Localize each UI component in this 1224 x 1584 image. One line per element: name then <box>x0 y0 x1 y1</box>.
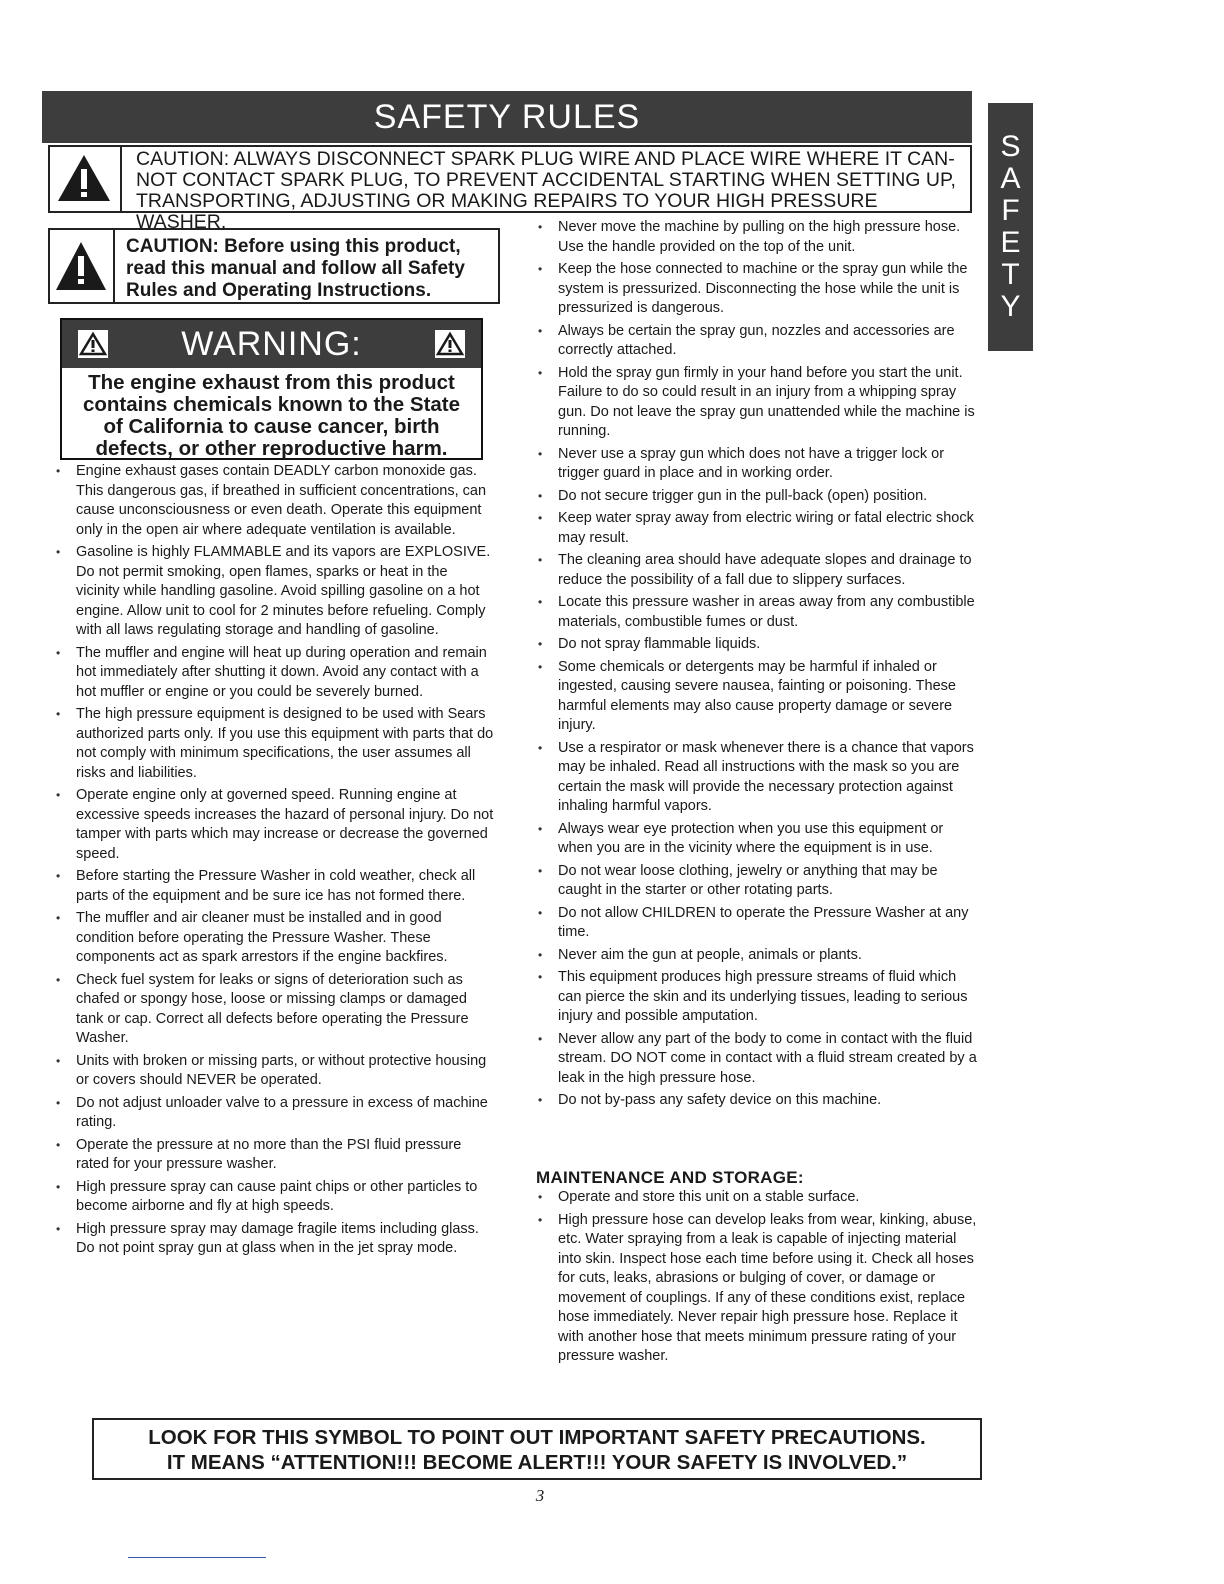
list-item: • Always be certain the spray gun, nozzles and accessories are correctly attached. <box>534 322 980 361</box>
caution-line: read this manual and follow all Safety <box>126 258 465 279</box>
side-tab-letter: F <box>1001 194 1020 227</box>
maintenance-heading: MAINTENANCE AND STORAGE: <box>536 1168 804 1187</box>
list-item: • Keep water spray away from electric wiring or fatal electric shock may result. <box>534 509 980 548</box>
side-tab-letter: Y <box>1000 290 1021 323</box>
warning-line: defects, or other reproductive harm. <box>95 437 448 460</box>
caution-line: TRANSPORTING, ADJUSTING OR MAKING REPAIRS TO YOUR HIGH PRESSURE WASHER. <box>136 190 878 233</box>
caution-spark-plug-box <box>48 145 972 233</box>
warning-triangle-icon <box>50 147 118 209</box>
banner-title: SAFETY RULES <box>373 98 641 136</box>
list-item: • Do not wear loose clothing, jewelry or anything that may be caught in the starter or other rotating parts. <box>534 862 980 901</box>
california-warning-box <box>60 318 483 460</box>
list-item: • Units with broken or missing parts, or without protective housing or covers should NEVER be operated. <box>52 1052 494 1091</box>
notice-line: LOOK FOR THIS SYMBOL TO POINT OUT IMPORTANT SAFETY PRECAUTIONS. <box>148 1426 926 1449</box>
divider <box>128 1557 266 1558</box>
warning-header <box>62 320 481 368</box>
list-item: • Never allow any part of the body to come in contact with the fluid stream. DO NOT come in contact with a fluid stream created by a leak in the high pressure hose. <box>534 1030 980 1089</box>
list-item: • High pressure spray can cause paint chips or other particles to become airborne and fly at high speeds. <box>52 1178 494 1217</box>
list-item: • Gasoline is highly FLAMMABLE and its vapors are EXPLOSIVE. Do not permit smoking, open flames, sparks or heat in the vicinity while handling gasoline. Avoid spilling gasoline on a hot engine. Allow unit to cool for 2 minutes before refueling. Comply with all laws regulating storage and handling of gasoline. <box>52 543 494 641</box>
caution-icon-box <box>50 147 122 211</box>
caution-line: CAUTION: ALWAYS DISCONNECT SPARK PLUG WIRE AND PLACE WIRE WHERE IT CAN- <box>136 148 955 170</box>
list-item: • Locate this pressure washer in areas away from any combustible materials, combustible fumes or dust. <box>534 593 980 632</box>
list-item: • Do not spray flammable liquids. <box>534 635 980 655</box>
list-item: • Never move the machine by pulling on the high pressure hose. Use the handle provided on the top of the unit. <box>534 218 980 257</box>
caution-read-manual-text <box>126 236 490 302</box>
list-item: • Operate the pressure at no more than the PSI fluid pressure rated for your pressure washer. <box>52 1136 494 1175</box>
list-item: • This equipment produces high pressure streams of fluid which can pierce the skin and its underlying tissues, leading to serious injury and possible amputation. <box>534 968 980 1027</box>
list-item: • The muffler and engine will heat up during operation and remain hot immediately after shutting it down. Avoid any contact with a hot muffler or engine or you could be severely burned. <box>52 644 494 703</box>
list-item: • Operate and store this unit on a stable surface. <box>534 1188 980 1208</box>
list-item: • The muffler and air cleaner must be installed and in good condition before operating the Pressure Washer. These components act as spark arrestors if the engine backfires. <box>52 909 494 968</box>
list-item: • Operate engine only at governed speed. Running engine at excessive speeds increases the hazard of personal injury. Do not tamper with parts which may increase or decrease the governed speed. <box>52 786 494 864</box>
maintenance-list <box>534 1188 980 1370</box>
list-item: • Use a respirator or mask whenever there is a chance that vapors may be inhaled. Read all instructions with the mask so you are certain the mask will provide the necessary protection against inhaling harmful vapors. <box>534 739 980 817</box>
caution-read-manual-box <box>48 228 500 304</box>
list-item: • Always wear eye protection when you use this equipment or when you are in the vicinity where the equipment is in use. <box>534 820 980 859</box>
list-item: • High pressure spray may damage fragile items including glass. Do not point spray gun at glass when in the jet spray mode. <box>52 1220 494 1259</box>
warning-line: contains chemicals known to the State <box>82 393 461 416</box>
list-item: • The cleaning area should have adequate slopes and drainage to reduce the possibility of a fall due to slippery surfaces. <box>534 551 980 590</box>
list-item: • Engine exhaust gases contain DEADLY carbon monoxide gas. This dangerous gas, if breathed in sufficient concentrations, can cause unconsciousness or even death. Operate this equipment only in the open air where adequate ventilation is available. <box>52 462 494 540</box>
list-item: • Do not allow CHILDREN to operate the Pressure Washer at any time. <box>534 904 980 943</box>
list-item: • Never aim the gun at people, animals or plants. <box>534 946 980 966</box>
list-item: • Some chemicals or detergents may be harmful if inhaled or ingested, causing severe nausea, fainting or poisoning. These harmful elements may also cause property damage or severe injury. <box>534 658 980 736</box>
warning-title: WARNING: <box>181 324 362 363</box>
list-item: • The high pressure equipment is designed to be used with Sears authorized parts only. If you use this equipment with parts that do not comply with minimum specifications, the user assumes all risks and liabilities. <box>52 705 494 783</box>
list-item: • Do not secure trigger gun in the pull-back (open) position. <box>534 487 980 507</box>
side-tab-letter: E <box>1000 226 1021 259</box>
list-item: • Never use a spray gun which does not have a trigger lock or trigger guard in place and in working order. <box>534 445 980 484</box>
caution-line: NOT CONTACT SPARK PLUG, TO PREVENT ACCIDENTAL STARTING WHEN SETTING UP, <box>136 169 956 191</box>
warning-line: of California to cause cancer, birth <box>103 415 440 438</box>
warning-triangle-icon <box>50 230 112 300</box>
caution-icon-box <box>50 230 115 302</box>
warning-triangle-icon <box>435 330 465 358</box>
safety-side-tab <box>988 103 1033 351</box>
caution-line: CAUTION: Before using this product, <box>126 236 461 257</box>
side-tab-letter: S <box>1000 130 1021 163</box>
list-item: • High pressure hose can develop leaks from wear, kinking, abuse, etc. Water spraying from a leak is capable of injecting material into skin. Inspect hose each time before using it. Check all hoses for cuts, leaks, abrasions or bulging of cover, or damage or movement of couplings. If any of these conditions exist, replace hose immediately. Never repair high pressure hose. Replace it with another hose that meets minimum pressure rating of your pressure washer. <box>534 1211 980 1367</box>
list-item: • Before starting the Pressure Washer in cold weather, check all parts of the equipment and be sure ice has not formed there. <box>52 867 494 906</box>
warning-body <box>62 368 481 460</box>
page-number: 3 <box>535 1486 545 1505</box>
list-item: • Check fuel system for leaks or signs of deterioration such as chafed or spongy hose, loose or missing clamps or damaged tank or cap. Correct all defects before operating the Pressure Washer. <box>52 971 494 1049</box>
list-item: • Keep the hose connected to machine or the spray gun while the system is pressurized. Disconnecting the hose while the unit is pressurized is dangerous. <box>534 260 980 319</box>
warning-line: The engine exhaust from this product <box>88 371 455 394</box>
list-item: • Hold the spray gun firmly in your hand before you start the unit. Failure to do so could result in an injury from a whipping spray gun. Do not leave the spray gun unattended while the machine is running. <box>534 364 980 442</box>
left-safety-list <box>52 462 494 1262</box>
safety-rules-banner <box>42 91 972 143</box>
list-item: • Do not adjust unloader valve to a pressure in excess of machine rating. <box>52 1094 494 1133</box>
safety-symbol-notice <box>92 1418 982 1480</box>
caution-line: Rules and Operating Instructions. <box>126 280 432 301</box>
side-tab-letter: T <box>1001 258 1020 291</box>
side-tab-letter: A <box>1000 162 1021 195</box>
list-item: • Do not by-pass any safety device on this machine. <box>534 1091 980 1111</box>
notice-line: IT MEANS “ATTENTION!!! BECOME ALERT!!! YOUR SAFETY IS INVOLVED.” <box>166 1451 908 1474</box>
right-safety-list <box>534 218 980 1114</box>
warning-triangle-icon <box>78 330 108 358</box>
